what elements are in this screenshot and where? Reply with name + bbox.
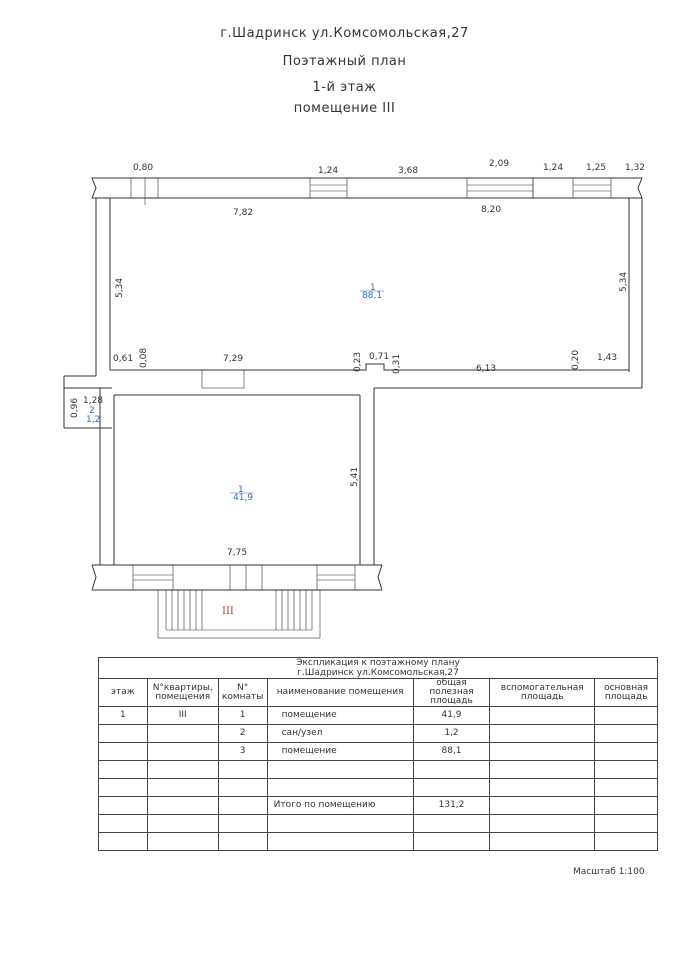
- top-dim-3: 3,68: [398, 166, 419, 176]
- table-row: [99, 707, 658, 725]
- cell: [490, 815, 595, 833]
- toilet-height: 0,96: [70, 397, 80, 418]
- cell: [147, 725, 218, 743]
- cell: [99, 743, 148, 761]
- cell: [99, 815, 148, 833]
- upper-height-left: 5,34: [115, 277, 125, 298]
- col-total-area: общая полезная площадь: [413, 679, 490, 707]
- top-dim-5: 1,24: [543, 163, 564, 173]
- cell: III: [147, 707, 218, 725]
- cell: [99, 779, 148, 797]
- cell: [218, 779, 267, 797]
- col-apartment: N°квартиры, помещения: [147, 679, 218, 707]
- cell: 1,2: [413, 725, 490, 743]
- upper-width-right: 8,20: [481, 205, 502, 215]
- col-main-area: основная площадь: [595, 679, 658, 707]
- table-row: [99, 815, 658, 833]
- explication-header-row: [99, 679, 658, 707]
- upper-room-number: 1: [370, 283, 376, 293]
- lower-height: 5,41: [350, 466, 360, 487]
- col-floor: этаж: [99, 679, 148, 707]
- cell: [490, 725, 595, 743]
- cell: [595, 797, 658, 815]
- lower-width: 7,75: [227, 548, 248, 558]
- top-dim-4: 2,09: [489, 159, 510, 169]
- cell: [413, 761, 490, 779]
- toilet-number: 2: [89, 406, 95, 416]
- top-windows: [131, 178, 611, 205]
- cell: [147, 779, 218, 797]
- upper-room-walls: [64, 198, 642, 428]
- table-row: [99, 743, 658, 761]
- top-wall: [92, 178, 642, 198]
- upper-height-right: 5,34: [619, 271, 629, 292]
- scale-label: Масштаб 1:100: [573, 867, 645, 877]
- table-row: [99, 761, 658, 779]
- cell: [267, 761, 413, 779]
- cell: [147, 743, 218, 761]
- upper-bottom-dim-9: 1,43: [597, 353, 618, 363]
- cell: [99, 725, 148, 743]
- cell: [267, 779, 413, 797]
- floor-label: 1-й этаж: [312, 80, 377, 95]
- upper-bottom-dim-4: 0,23: [353, 351, 363, 372]
- cell: [413, 815, 490, 833]
- top-dim-2: 1,24: [318, 166, 339, 176]
- cell: 3: [218, 743, 267, 761]
- explication-table: [98, 657, 658, 851]
- explication-title-line2: г.Шадринск ул.Комсомольская,27: [297, 668, 459, 678]
- upper-width-left: 7,82: [233, 208, 254, 218]
- table-row-total: [99, 797, 658, 815]
- cell: [595, 743, 658, 761]
- col-aux-area: вспомогательная площадь: [490, 679, 595, 707]
- total-value: 131,2: [413, 797, 490, 815]
- cell: 41,9: [413, 707, 490, 725]
- cell: [218, 815, 267, 833]
- table-row: [99, 725, 658, 743]
- cell: [595, 725, 658, 743]
- cell: [267, 833, 413, 851]
- col-room: N° комнаты: [218, 679, 267, 707]
- upper-bottom-dim-6: 0,31: [392, 353, 402, 374]
- cell: [595, 815, 658, 833]
- entrance-stairs: [158, 590, 320, 638]
- cell: [147, 761, 218, 779]
- cell: [99, 761, 148, 779]
- cell: [147, 815, 218, 833]
- upper-bottom-dim-3: 7,29: [223, 354, 244, 364]
- cell: [147, 797, 218, 815]
- cell: помещение: [267, 743, 413, 761]
- cell: [99, 833, 148, 851]
- cell: сан/узел: [267, 725, 413, 743]
- cell: [267, 815, 413, 833]
- upper-bottom-dim-7: 6,13: [476, 364, 497, 374]
- table-row: [99, 779, 658, 797]
- cell: [490, 779, 595, 797]
- lower-room-number: 1: [238, 485, 244, 495]
- upper-bottom-dim-1: 0,61: [113, 354, 134, 364]
- lower-room-area: 41,9: [233, 493, 254, 503]
- cell: помещение: [267, 707, 413, 725]
- cell: [99, 797, 148, 815]
- total-label: Итого по помещению: [267, 797, 413, 815]
- cell: 88,1: [413, 743, 490, 761]
- premises-label: помещение III: [293, 101, 396, 116]
- cell: [490, 761, 595, 779]
- cell: 1: [218, 707, 267, 725]
- explication-title: [99, 658, 658, 679]
- cell: [490, 833, 595, 851]
- cell: [218, 761, 267, 779]
- plan-title: Поэтажный план: [282, 54, 407, 69]
- cell: [218, 797, 267, 815]
- cell: [413, 833, 490, 851]
- upper-bottom-dim-8: 0,20: [571, 349, 581, 370]
- cell: 2: [218, 725, 267, 743]
- upper-bottom-dim-5: 0,71: [369, 352, 390, 362]
- toilet-width: 1,28: [83, 396, 104, 406]
- upper-room-area: 88,1: [362, 291, 383, 301]
- cell: [490, 743, 595, 761]
- cell: [595, 761, 658, 779]
- cell: [595, 833, 658, 851]
- entrance-mark: III: [222, 606, 234, 617]
- cell: [595, 779, 658, 797]
- upper-bottom-dim-2: 0,08: [139, 347, 149, 368]
- top-dim-6: 1,25: [586, 163, 607, 173]
- address-heading: г.Шадринск ул.Комсомольская,27: [220, 26, 469, 41]
- cell: 1: [99, 707, 148, 725]
- cell: [490, 797, 595, 815]
- col-room-name: наименование помещения: [267, 679, 413, 707]
- cell: [413, 779, 490, 797]
- cell: [490, 707, 595, 725]
- top-dim-1: 0,80: [133, 163, 154, 173]
- toilet-area: 1,2: [86, 415, 101, 425]
- explication-title-line1: Экспликация к поэтажному плану: [296, 658, 460, 668]
- cell: [218, 833, 267, 851]
- cell: [595, 707, 658, 725]
- cell: [147, 833, 218, 851]
- top-dim-7: 1,32: [625, 163, 646, 173]
- lower-room-walls: [92, 388, 382, 590]
- table-row: [99, 833, 658, 851]
